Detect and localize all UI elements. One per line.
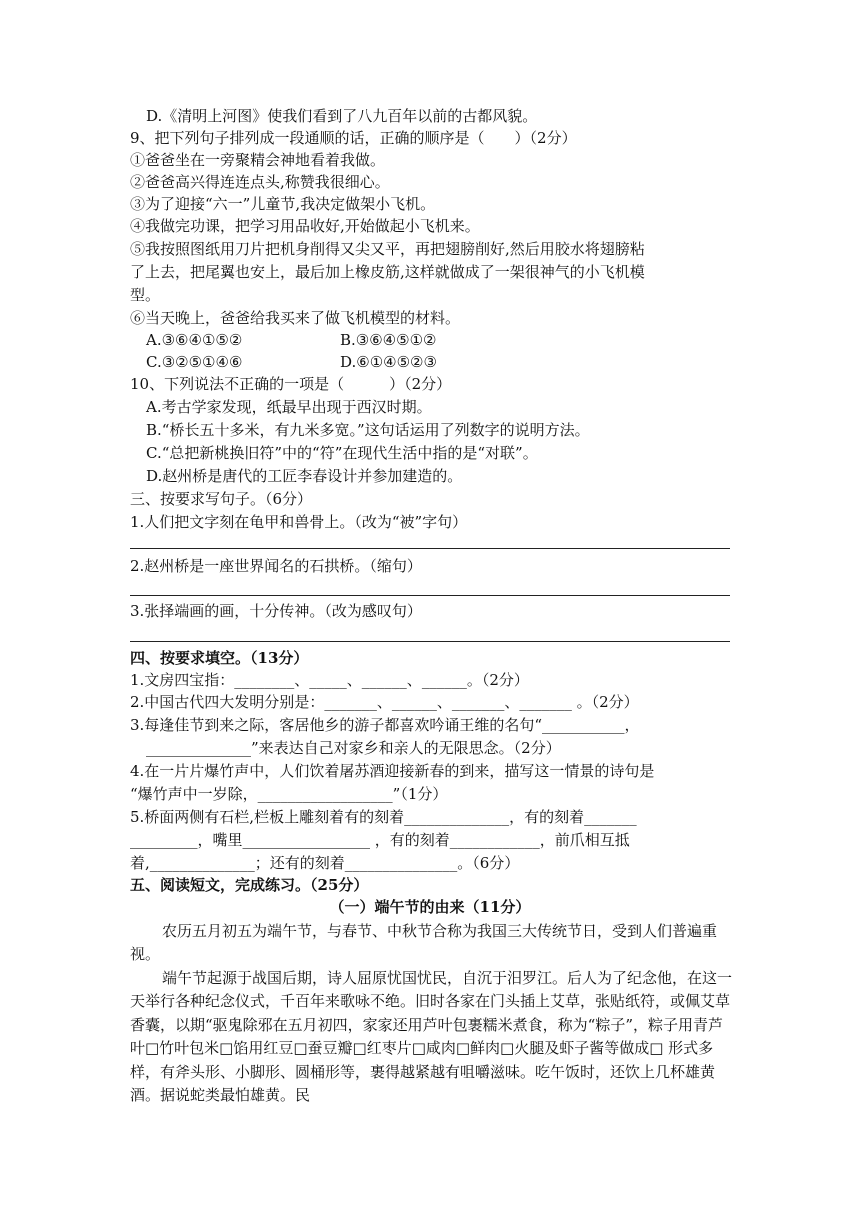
sentence-2: ②爸爸高兴得连连点头,称赞我很细心。	[130, 173, 390, 191]
fill-5-line-3: 着,______________；还有的刻着_______________。（6分）	[130, 854, 520, 872]
fill-4-line-2: “爆竹声中一岁除，__________________”（1分）	[130, 785, 448, 803]
fill-5-line-1: 5.桥面两侧有石栏,栏板上雕刻着有的刻着______________，有的刻着_______	[130, 808, 637, 826]
sentence-6: ⑥当天晚上，爸爸给我买来了做飞机模型的材料。	[130, 309, 461, 327]
q9-option-a: A.③⑥④①⑤②	[146, 331, 243, 349]
q10-option-a: A.考古学家发现，纸最早出现于西汉时期。	[146, 398, 432, 416]
fill-5-line-2: _________，嘴里_________________ ，有的刻着____________，前爪相互抵	[130, 831, 630, 849]
passage-paragraph-1: 农历五月初五为端午节，与春节、中秋节合称为我国三大传统节日，受到人们普遍重视。	[130, 922, 718, 964]
write-task-3: 3.张择端画的画，十分传神。（改为感叹句）	[130, 602, 422, 620]
answer-line-3[interactable]	[130, 641, 730, 642]
fill-1: 1.文房四宝指：________、_____、______、______。（2分）	[130, 671, 529, 689]
fill-2: 2.中国古代四大发明分别是：_______、______、_______、_______ 。（2分）	[130, 693, 639, 711]
question-10: 10、下列说法不正确的一项是（ ）（2分）	[130, 375, 452, 393]
sentence-1: ①爸爸坐在一旁聚精会神地看着我做。	[130, 151, 386, 169]
fill-3-line-1: 3.每逢佳节到来之际，客居他乡的游子都喜欢吟诵王维的名句“___________，	[130, 716, 640, 734]
answer-line-1[interactable]	[130, 548, 730, 549]
q10-option-d: D.赵州桥是唐代的工匠李春设计并参加建造的。	[146, 467, 463, 485]
section-3-heading: 三、按要求写句子。（6分）	[130, 490, 313, 508]
sentence-3: ③为了迎接“六一”儿童节,我决定做架小飞机。	[130, 195, 436, 213]
write-task-2: 2.赵州桥是一座世界闻名的石拱桥。（缩句）	[130, 557, 422, 575]
sentence-5-line-2: 了上去，把尾翼也安上，最后加上橡皮筋,这样就做成了一架很神气的小飞机模	[130, 263, 645, 281]
fill-3-line-2: ______________”来表达自己对家乡和亲人的无限思念。（2分）	[146, 739, 561, 757]
section-5-heading: 五、阅读短文，完成练习。（25分）	[130, 876, 369, 894]
question-9: 9、把下列句子排列成一段通顺的话，正确的顺序是（ ）（2分）	[130, 129, 577, 147]
section-4-heading: 四、按要求填空。（13分）	[130, 649, 309, 667]
q9-option-b: B.③⑥④⑤①②	[340, 331, 437, 349]
answer-line-2[interactable]	[130, 595, 730, 596]
sentence-5-line-3: 型。	[130, 286, 161, 304]
sentence-4: ④我做完功课，把学习用品收好,开始做起小飞机来。	[130, 217, 480, 235]
passage-title: （一）端午节的由来（11分）	[329, 898, 531, 916]
passage-paragraph-2: 端午节起源于战国后期，诗人屈原忧国忧民，自沉于汨罗江。后人为了纪念他，在这一天举行各种纪念仪式，千百年来歌咏不绝。旧时各家在门头插上艾草，张贴纸符，或佩艾草香囊，以期“驱鬼除邪在五月初四，家家还用芦叶包裹糯米煮食，称为“粽子”，粽子用青芦叶□竹叶包米□馅用红豆□蚕豆瓣□红枣片□咸肉□鲜肉□火腿及虾子酱等做成□ 形式多样，有斧头形、小脚形、圆桶形等，裹得越紧越有咀嚼滋味。吃午饭时，还饮上几杯雄黄酒。据说蛇类最怕雄黄。民	[130, 969, 733, 1105]
q9-option-d: D.⑥①④⑤②③	[340, 353, 437, 371]
q9-option-c: C.③②⑤①④⑥	[146, 353, 243, 371]
q10-option-b: B.“桥长五十多米，有九米多宽。”这句话运用了列数字的说明方法。	[146, 421, 590, 439]
fill-4-line-1: 4.在一片片爆竹声中，人们饮着屠苏酒迎接新春的到来，描写这一情景的诗句是	[130, 762, 655, 780]
q10-option-c: C.“总把新桃换旧符”中的“符”在现代生活中指的是“对联”。	[146, 444, 538, 462]
sentence-5-line-1: ⑤我按照图纸用刀片把机身削得又尖又平，再把翅膀削好,然后用胶水将翅膀粘	[130, 240, 645, 258]
write-task-1: 1.人们把文字刻在龟甲和兽骨上。（改为“被”字句）	[130, 513, 468, 531]
q8-option-d: D.《清明上河图》使我们看到了八九百年以前的古都风貌。	[146, 107, 538, 125]
